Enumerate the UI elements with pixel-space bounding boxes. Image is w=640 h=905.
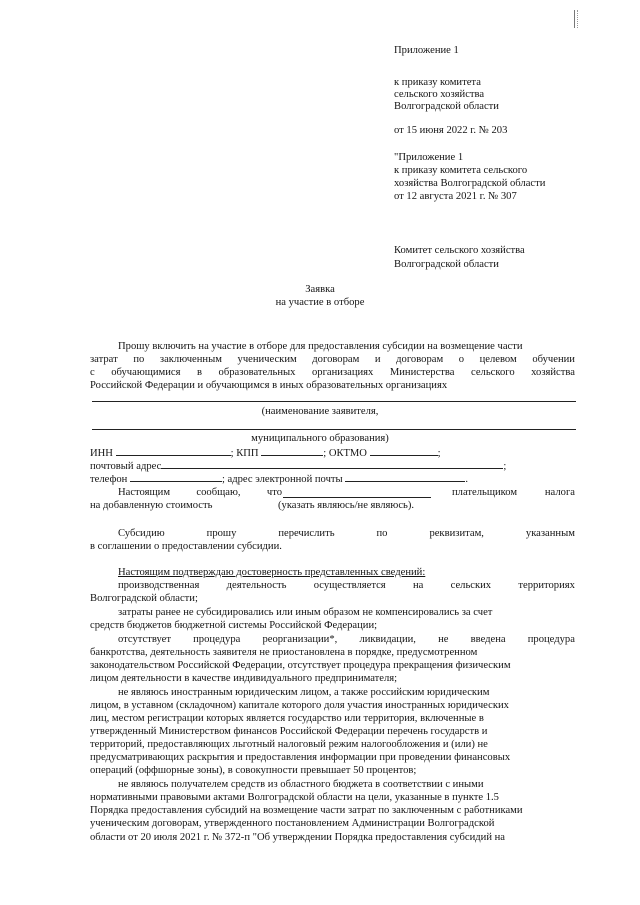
confirm-item-2-line-1: затраты ранее не субсидировались или иным образом не компенсировались за счет [118, 607, 493, 618]
confirm-item-5-line-4: ученическим договорам, утвержденного постановлением Администрации Волгоградской [90, 818, 495, 829]
confirm-item-2-line-2: средств бюджетов бюджетной системы Российской Федерации; [90, 620, 378, 631]
vat-status-field[interactable] [283, 488, 431, 498]
inn-row [90, 446, 441, 460]
order-line-2: сельского хозяйства [394, 89, 485, 100]
confirm-item-4-line-5: территорий, предоставляющих льготный налоговый режим налогообложения и (или) не [90, 739, 488, 750]
postal-label: почтовый адрес [90, 461, 162, 472]
confirm-item-3-line-1: отсутствует процедура реорганизации*, ликвидации, не введена процедура [118, 634, 575, 645]
confirm-item-4-line-4: утвержденный Министерством финансов Российской Федерации перечень государств и [90, 726, 488, 737]
prev-order-line-2: хозяйства Волгоградской области [394, 178, 546, 189]
postal-row [90, 459, 506, 473]
confirm-item-4-line-1: не являюсь иностранным юридическим лицом, а также российским юридическим [118, 687, 490, 698]
postal-address-field[interactable] [161, 459, 503, 469]
vat-line-1-start: Настоящим сообщаю, что [118, 487, 282, 498]
confirm-item-5-line-3: Порядка предоставления субсидий на возмещение части затрат по заключенным с работниками [90, 805, 523, 816]
vat-line-2: на добавленную стоимость [90, 500, 213, 511]
confirm-item-3-line-3: законодательством Российской Федерации, отсутствует процедура прекращения физическим [90, 660, 511, 671]
prev-order-line-1: к приказу комитета сельского [394, 165, 528, 176]
prev-order-date: от 12 августа 2021 г. № 307 [394, 191, 517, 202]
phone-row-end: . [465, 474, 468, 485]
inn-label: ИНН [90, 448, 113, 459]
inn-row-end: ; [437, 448, 441, 459]
email-field[interactable] [345, 472, 465, 482]
phone-label: телефон [90, 474, 128, 485]
oktmo-field[interactable] [370, 446, 438, 456]
confirm-item-5-line-1: не являюсь получателем средств из областного бюджета в соответствии с иными [118, 779, 484, 790]
intro-line-1: Прошу включить на участие в отборе для предоставления субсидии на возмещение части [118, 341, 523, 352]
confirm-item-4-line-3: лиц, местом регистрации которых является государство или территория, включенные в [90, 713, 484, 724]
order-date: от 15 июня 2022 г. № 203 [394, 125, 508, 136]
document-title: Заявка [305, 284, 335, 295]
scan-edge-mark [574, 10, 578, 28]
subsidy-line-2: в соглашении о предоставлении субсидии. [90, 541, 282, 552]
confirm-item-1-line-1: производственная деятельность осуществляется на сельских территориях [118, 580, 575, 591]
postal-row-end: ; [503, 461, 507, 472]
document-subtitle: на участие в отборе [275, 297, 365, 308]
confirm-item-5-line-2: нормативными правовыми актами Волгоградской области на цели, указанные в пункте 1.5 [90, 792, 499, 803]
confirm-item-1-line-2: Волгоградской области; [90, 593, 198, 604]
subsidy-line-1: Субсидию прошу перечислить по реквизитам, указанным [118, 528, 575, 539]
intro-line-4: Российской Федерации и обучающимся в иных образовательных организациях [90, 380, 448, 391]
appendix-title: Приложение 1 [394, 45, 459, 56]
confirm-item-4-line-6: предусматривающих раскрытия и предоставления информации при проведении финансовых [90, 752, 511, 763]
phone-row [90, 472, 468, 486]
municipality-caption: муниципального образования) [251, 433, 389, 444]
intro-line-2: затрат по заключенным ученическим договорам и договорам о целевом обучении [90, 354, 575, 365]
confirm-item-4-line-7: операций (оффшорные зоны), в совокупности превышает 50 процентов; [90, 765, 417, 776]
addressee-line-1: Комитет сельского хозяйства [394, 245, 525, 256]
kpp-field[interactable] [261, 446, 323, 456]
addressee-line-2: Волгоградской области [394, 259, 499, 270]
confirm-item-3-line-4: лицом деятельности в качестве индивидуального предпринимателя; [90, 673, 398, 684]
email-label: ; адрес электронной почты [221, 474, 343, 485]
kpp-label: ; КПП [230, 448, 259, 459]
vat-line-1-end: плательщиком налога [452, 487, 575, 498]
inn-field[interactable] [116, 446, 231, 456]
phone-field[interactable] [130, 472, 222, 482]
confirm-item-3-line-2: банкротства, деятельность заявителя не приостановлена в порядке, предусмотренном [90, 647, 478, 658]
intro-line-3: с обучающимися в образовательных организациях Министерства сельского хозяйства [90, 367, 575, 378]
confirm-heading: Настоящим подтверждаю достоверность представленных сведений: [118, 567, 426, 578]
prev-appendix-title: "Приложение 1 [394, 152, 464, 163]
applicant-name-line[interactable] [92, 401, 576, 402]
municipality-line[interactable] [92, 429, 576, 430]
vat-hint: (указать являюсь/не являюсь). [278, 500, 415, 511]
order-line-3: Волгоградской области [394, 101, 499, 112]
oktmo-label: ; ОКТМО [323, 448, 367, 459]
applicant-caption: (наименование заявителя, [261, 406, 379, 417]
order-line-1: к приказу комитета [394, 77, 481, 88]
confirm-item-5-line-5: области от 20 июля 2021 г. № 372-п "Об утверждении Порядка предоставления субсидий на [90, 832, 506, 843]
confirm-item-4-line-2: лицом, в уставном (складочном) капитале которого доля участия иностранных юридических [90, 700, 509, 711]
